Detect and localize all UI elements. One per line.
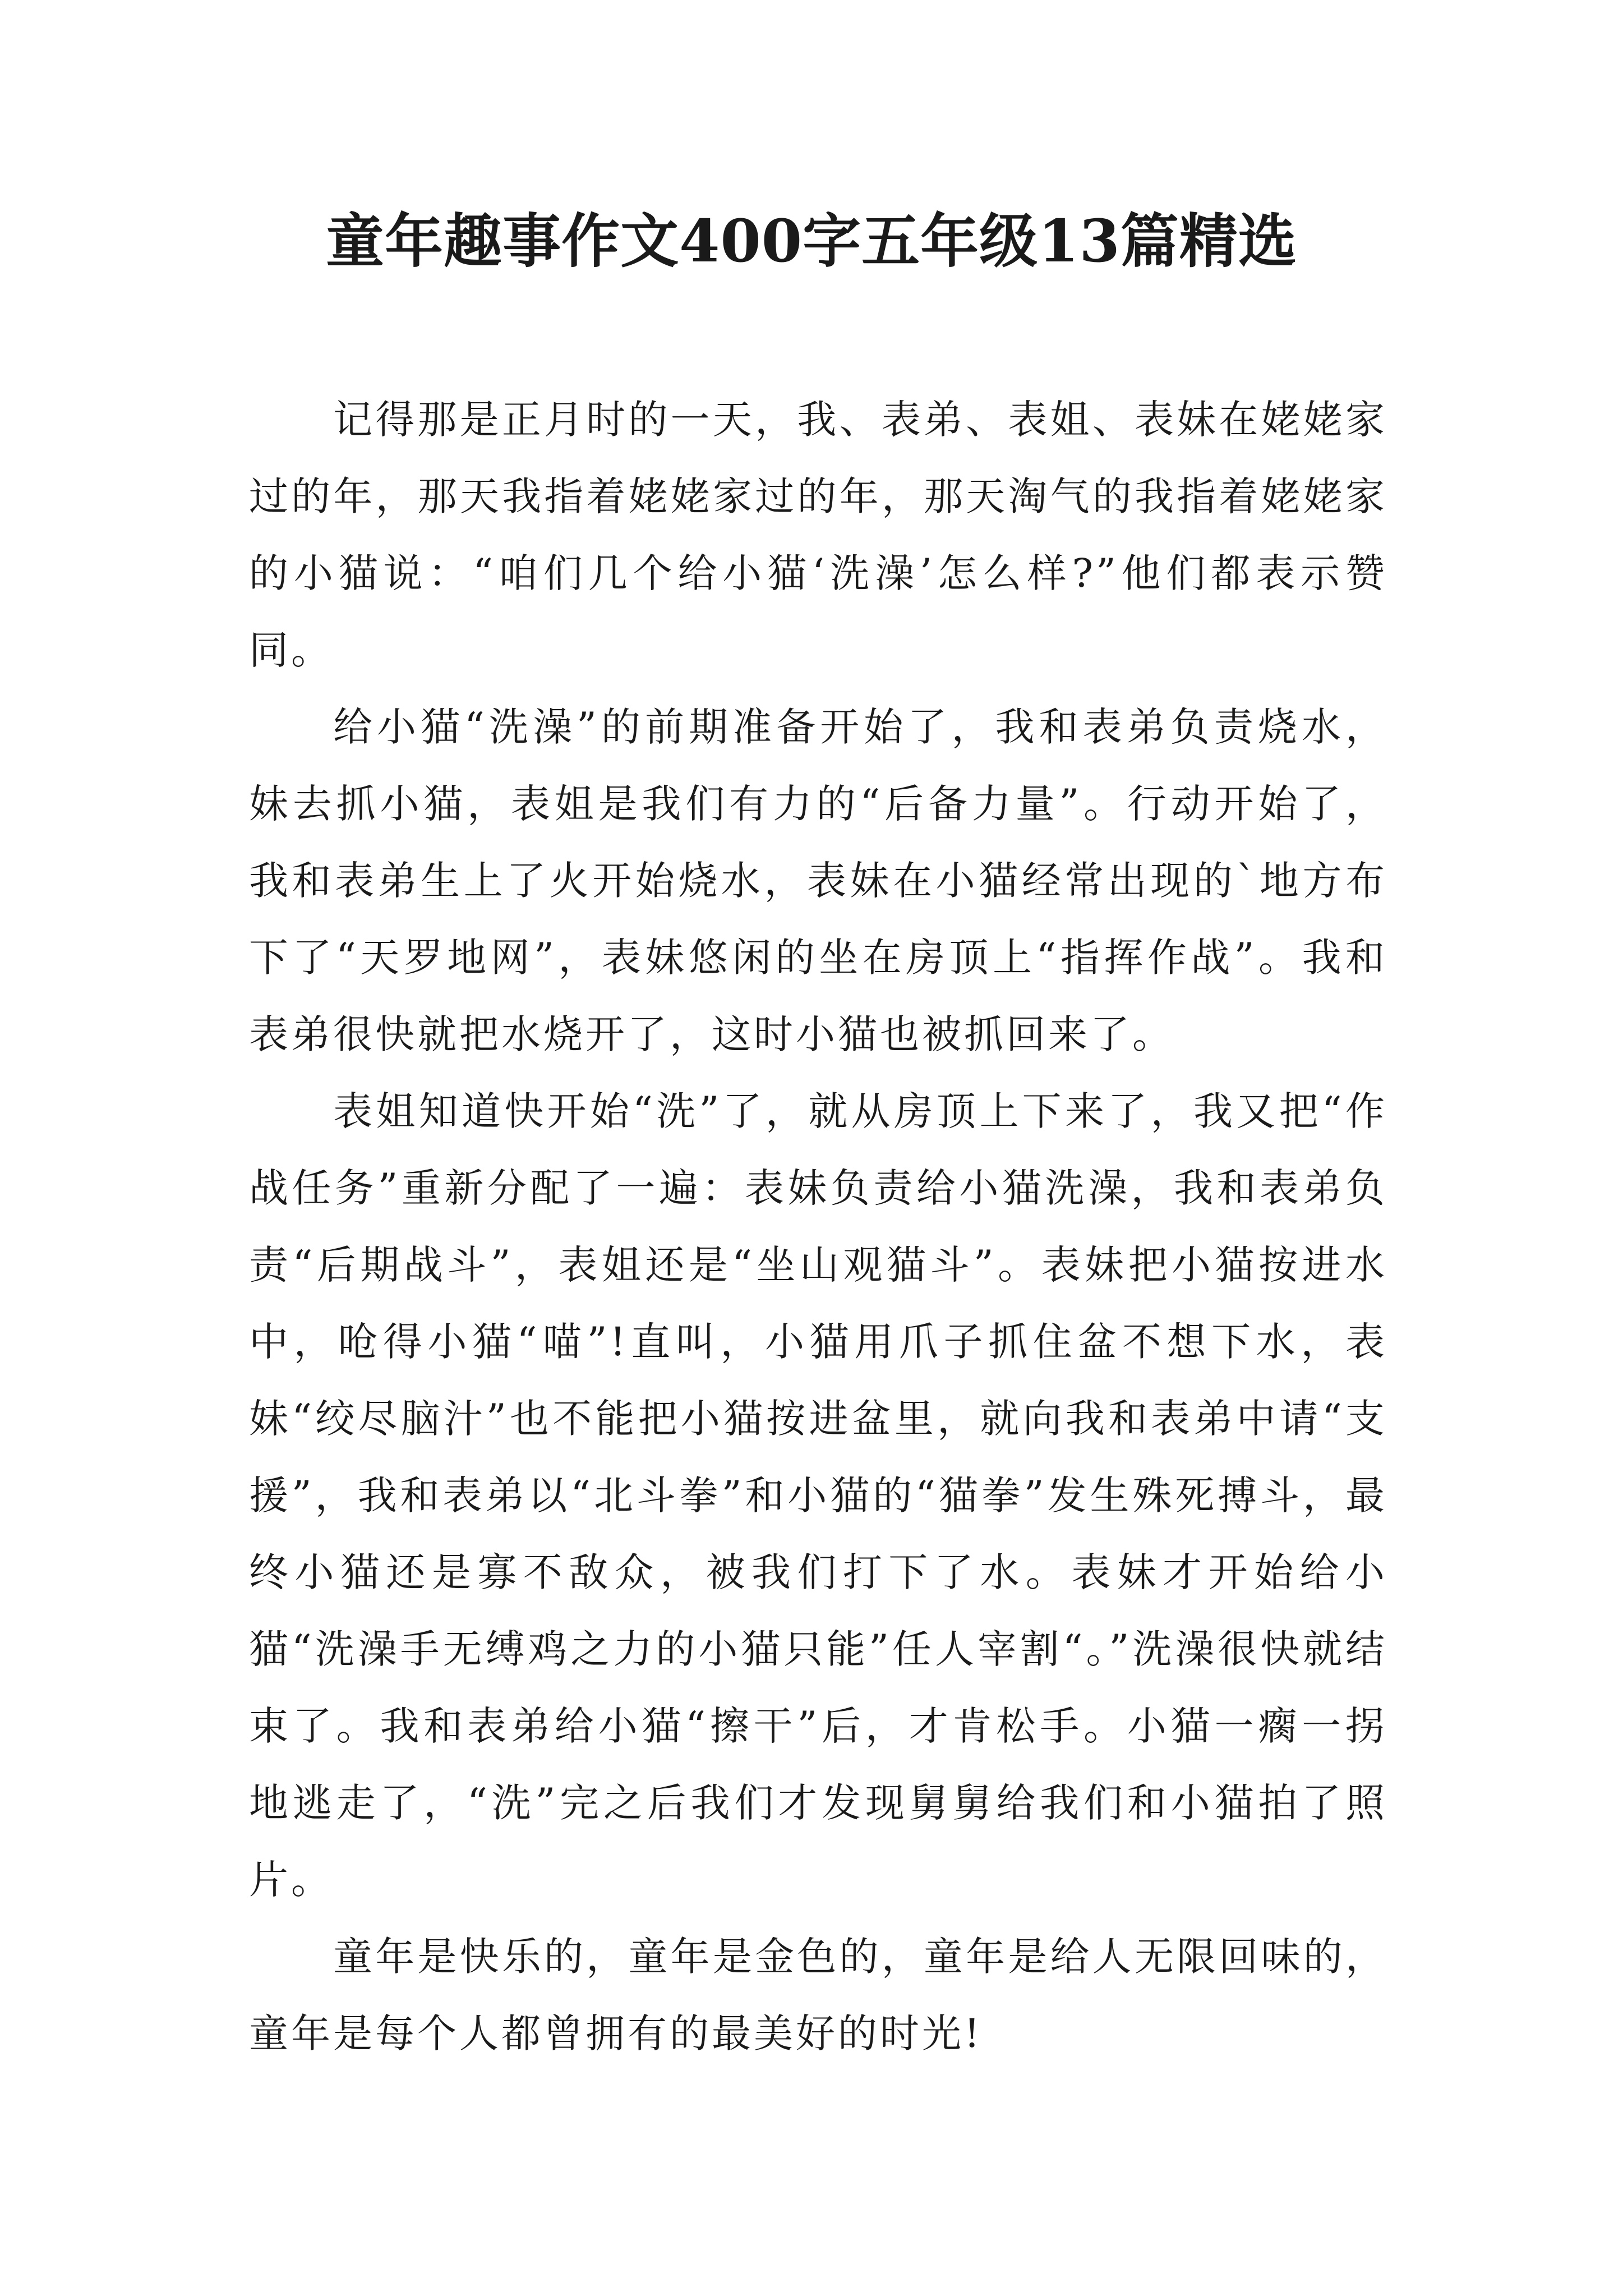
paragraph: 记得那是正月时的一天，我、表弟、表姐、表妹在姥姥家过的年，那天我指着姥姥家过的年，那天淘气的我指着姥姥家的小猫说：“咱们几个给小猫‘洗澡’怎么样?”他们都表示赞同。	[249, 397, 1387, 673]
paragraph: 童年是快乐的，童年是金色的，童年是给人无限回味的，童年是每个人都曾拥有的最美好的时光!	[249, 1934, 1387, 2056]
paragraph: 表姐知道快开始“洗”了，就从房顶上下来了，我又把“作战任务”重新分配了一遍：表妹负责给小猫洗澡，我和表弟负责“后期战斗”，表姐还是“坐山观猫斗”。表妹把小猫按进水中，呛得小猫“喵”!直叫，小猫用爪子抓住盆不想下水，表妹“绞尽脑汁”也不能把小猫按进盆里，就向我和表弟中请“支援”，我和表弟以“北斗拳”和小猫的“猫拳”发生殊死搏斗，最终小猫还是寡不敌众，被我们打下了水。表妹才开始给小猫“洗澡手无缚鸡之力的小猫只能”任人宰割“。”洗澡很快就结束了。我和表弟给小猫“擦干”后，才肯松手。小猫一瘸一拐地逃走了，“洗”完之后我们才发现舅舅给我们和小猫拍了照片。	[249, 1088, 1387, 1903]
document-body	[249, 381, 1387, 2072]
document-title: 童年趣事作文400字五年级13篇精选	[326, 206, 1297, 275]
paragraph: 给小猫“洗澡”的前期准备开始了，我和表弟负责烧水，妹去抓小猫，表姐是我们有力的“后备力量”。行动开始了，我和表弟生上了火开始烧水，表妹在小猫经常出现的`地方布下了“天罗地网”，表妹悠闲的坐在房顶上“指挥作战”。我和表弟很快就把水烧开了，这时小猫也被抓回来了。	[249, 704, 1387, 1057]
